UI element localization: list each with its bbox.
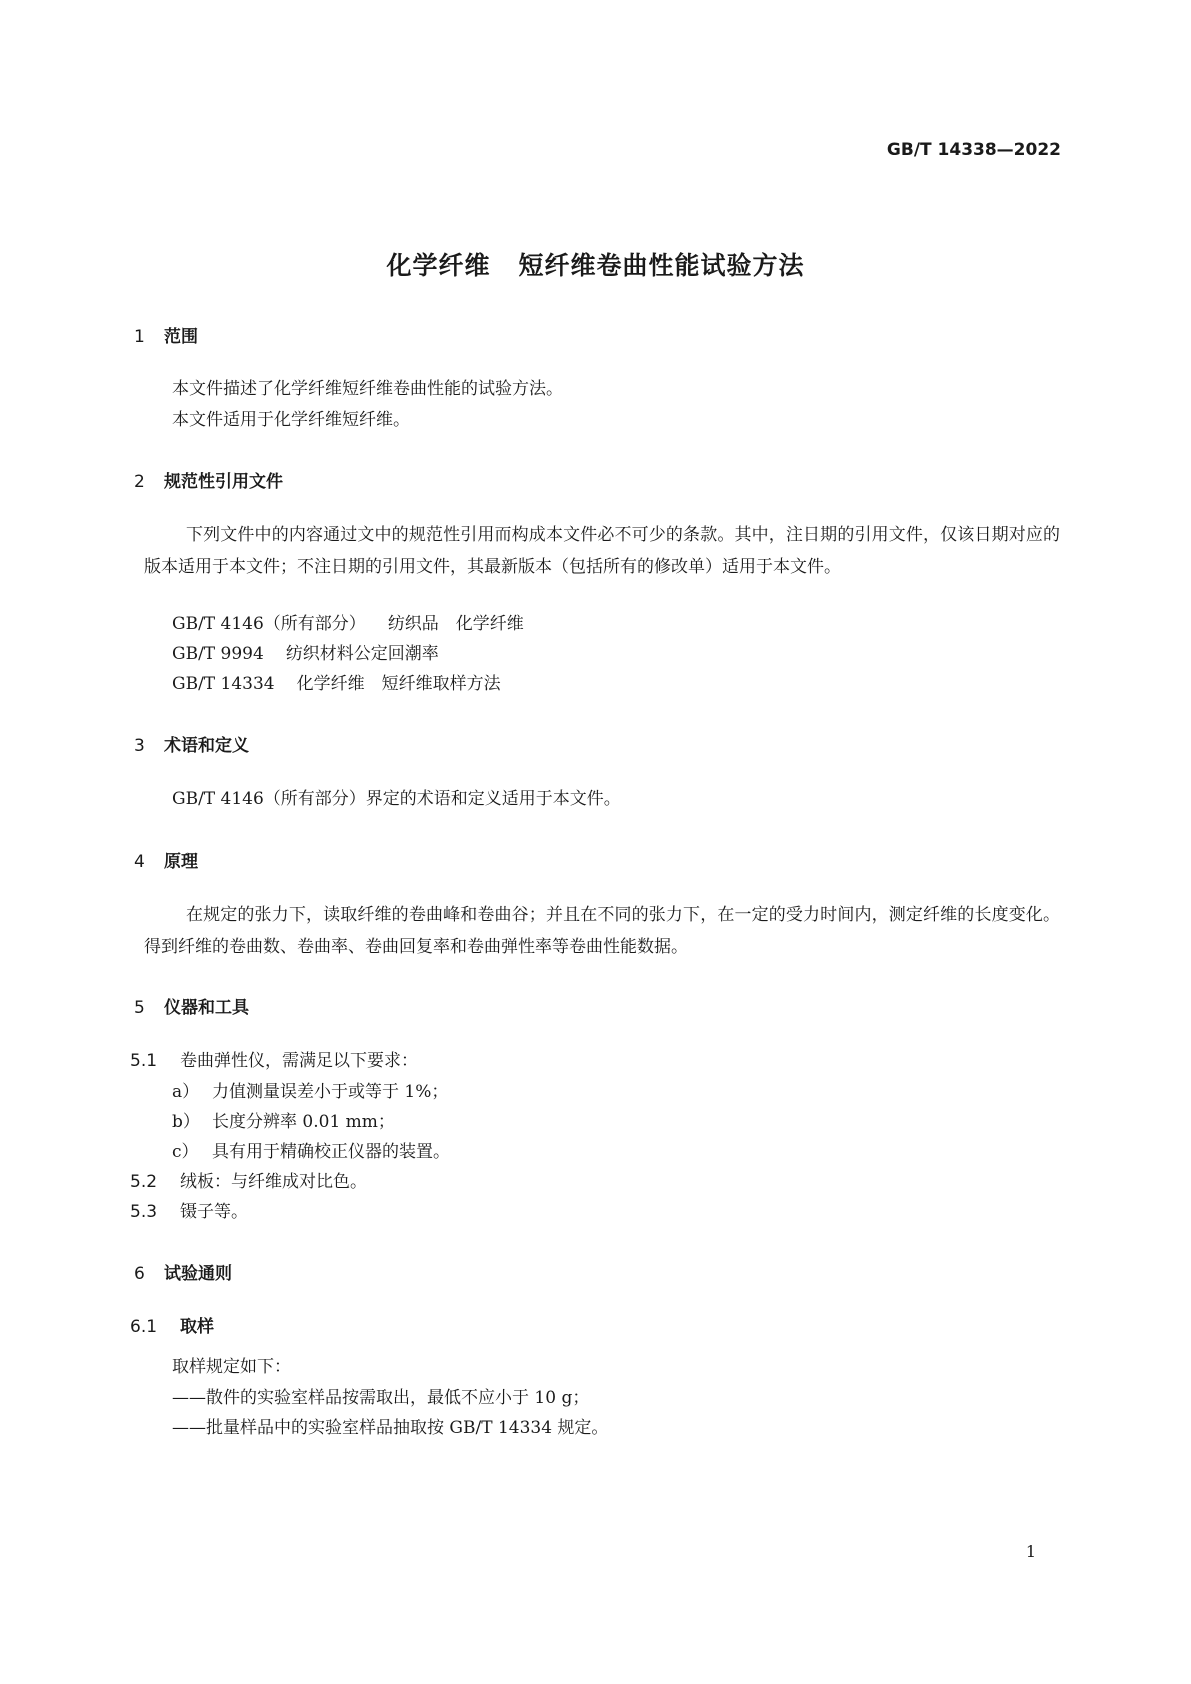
section-3-heading xyxy=(134,731,249,756)
principle-paragraph: 在规定的张力下，读取纤维的卷曲峰和卷曲谷；并且在不同的张力下，在一定的受力时间内，测定纤维的长度变化。得到纤维的卷曲数、卷曲率、卷曲回复率和卷曲弹性率等卷曲性能数据。 xyxy=(144,905,1060,957)
list-label: b） xyxy=(172,1112,200,1132)
section-number: 2 xyxy=(134,472,145,492)
section-title: 原理 xyxy=(164,852,198,872)
list-label: a） xyxy=(172,1082,200,1102)
section-number: 3 xyxy=(134,736,145,756)
section-4-heading xyxy=(134,847,198,872)
title-part-1: 化学纤维 xyxy=(386,251,491,280)
list-text: 具有用于精确校正仪器的装置。 xyxy=(212,1142,450,1162)
list-item xyxy=(172,1076,448,1108)
reference-title: 纺织品 化学纤维 xyxy=(387,614,524,634)
clause-text: 绒板：与纤维成对比色。 xyxy=(180,1172,367,1192)
list-label: c） xyxy=(172,1142,199,1162)
section-1-heading xyxy=(134,322,198,347)
reference-code: GB/T 4146（所有部分） xyxy=(172,614,366,634)
clause-5-2 xyxy=(130,1166,367,1198)
clause-text: 镊子等。 xyxy=(180,1202,248,1222)
standard-code: GB/T 14338—2022 xyxy=(886,140,1061,160)
section-title: 术语和定义 xyxy=(164,736,249,756)
list-text: 力值测量误差小于或等于 1%； xyxy=(212,1082,449,1102)
section-6-heading xyxy=(134,1259,232,1284)
section-number: 5 xyxy=(134,998,145,1018)
reference-code: GB/T 9994 xyxy=(172,644,264,664)
scope-paragraph-2: 本文件适用于化学纤维短纤维。 xyxy=(172,410,410,430)
normative-references-intro: 下列文件中的内容通过文中的规范性引用而构成本文件必不可少的条款。其中，注日期的引用文件，仅该日期对应的版本适用于本文件；不注日期的引用文件，其最新版本（包括所有的修改单）适用于本文件。 xyxy=(144,525,1060,577)
list-text: 长度分辨率 0.01 mm； xyxy=(212,1112,395,1132)
clause-number: 5.2 xyxy=(130,1172,158,1192)
clause-number: 5.1 xyxy=(130,1051,158,1071)
list-item xyxy=(172,1106,395,1138)
section-title: 仪器和工具 xyxy=(164,998,249,1018)
dash-list-item: ——散件的实验室样品按需取出，最低不应小于 10 g； xyxy=(172,1388,590,1408)
section-title: 范围 xyxy=(164,327,198,347)
dash-list-item: ——批量样品中的实验室样品抽取按 GB/T 14334 规定。 xyxy=(172,1418,609,1438)
list-item xyxy=(172,1136,450,1168)
section-number: 1 xyxy=(134,327,145,347)
section-2-heading xyxy=(134,467,283,492)
reference-code: GB/T 14334 xyxy=(172,674,275,694)
section-number: 4 xyxy=(134,852,145,872)
reference-item xyxy=(172,608,524,640)
title-part-2: 短纤维卷曲性能试验方法 xyxy=(518,251,805,280)
clause-text: 卷曲弹性仪，需满足以下要求： xyxy=(180,1051,418,1071)
page-number: 1 xyxy=(1025,1542,1036,1561)
reference-item xyxy=(172,638,439,670)
section-title: 规范性引用文件 xyxy=(164,472,283,492)
clause-number: 5.3 xyxy=(130,1202,158,1222)
document-title xyxy=(0,246,1191,282)
scope-paragraph-1: 本文件描述了化学纤维短纤维卷曲性能的试验方法。 xyxy=(172,379,563,399)
section-number: 6 xyxy=(134,1264,145,1284)
section-title: 试验通则 xyxy=(164,1264,232,1284)
sampling-intro: 取样规定如下： xyxy=(172,1357,291,1377)
reference-title: 化学纤维 短纤维取样方法 xyxy=(296,674,501,694)
subsection-6-1-heading xyxy=(130,1312,214,1337)
section-5-heading xyxy=(134,993,249,1018)
clause-5-1 xyxy=(130,1045,418,1077)
clause-5-3 xyxy=(130,1196,248,1228)
reference-item xyxy=(172,668,501,700)
subsection-number: 6.1 xyxy=(130,1317,158,1337)
reference-title: 纺织材料公定回潮率 xyxy=(285,644,439,664)
subsection-title: 取样 xyxy=(180,1317,214,1337)
terms-paragraph: GB/T 4146（所有部分）界定的术语和定义适用于本文件。 xyxy=(172,789,621,809)
